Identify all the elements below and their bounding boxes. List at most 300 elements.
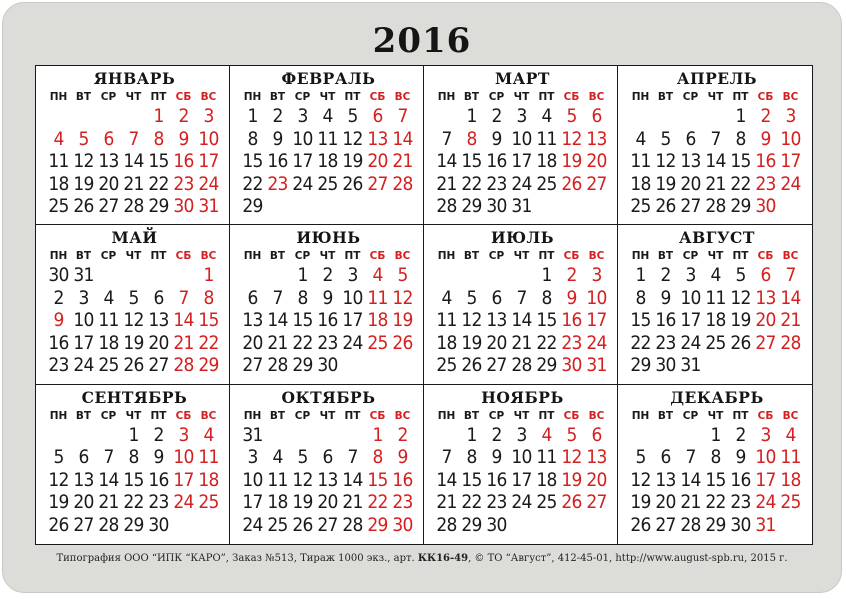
day-number: 19 [461, 331, 482, 354]
week-row [434, 354, 611, 377]
day-number: 4 [322, 105, 333, 127]
weekday-label: СР [100, 91, 117, 103]
weekday-label: ПН [631, 250, 650, 263]
day-number [653, 105, 678, 128]
day-number: 20 [148, 331, 169, 354]
weekday-label: ЧТ [319, 250, 336, 263]
week-row [434, 150, 611, 173]
day-number: 12 [655, 150, 676, 172]
weekday-label: ПТ [344, 409, 361, 422]
day-number: 20 [486, 331, 507, 354]
weekday-label: ПН [437, 250, 456, 263]
weekday-label: ЧТ [707, 250, 724, 263]
day-number [778, 195, 803, 218]
weekday-label: ЧТ [125, 409, 142, 422]
day-number: 17 [198, 150, 219, 172]
day-number: 21 [123, 172, 144, 195]
day-number: 24 [292, 172, 313, 195]
day-number: 29 [730, 195, 751, 217]
day-number: 17 [173, 468, 194, 491]
day-number: 22 [461, 172, 482, 195]
day-number: 7 [516, 286, 527, 309]
day-number: 28 [436, 513, 457, 536]
day-number: 17 [755, 468, 776, 491]
day-number [778, 514, 803, 537]
day-number [290, 195, 315, 218]
day-number: 16 [486, 150, 507, 172]
week-row [46, 287, 223, 310]
week-row [46, 128, 223, 151]
day-number: 12 [292, 468, 313, 491]
day-number: 8 [541, 286, 552, 309]
day-number: 5 [566, 423, 577, 446]
day-number: 27 [73, 513, 94, 536]
day-number [315, 195, 340, 218]
imprint-text-end: , © ТО “Август”, 412-45-01, http://www.august-spb.ru, 2015 г. [468, 553, 788, 564]
day-number: 22 [123, 491, 144, 514]
day-number: 5 [78, 127, 89, 150]
day-number: 29 [461, 513, 482, 536]
day-number: 24 [511, 491, 532, 514]
weekday-label: ВС [200, 250, 217, 263]
day-number: 29 [198, 354, 219, 377]
week-row [434, 173, 611, 196]
day-number [171, 514, 196, 537]
week-row [240, 354, 417, 377]
day-number: 2 [322, 264, 333, 287]
weekday-label: ПН [49, 250, 68, 263]
day-number [340, 195, 365, 218]
day-number: 14 [98, 468, 119, 491]
day-number: 21 [705, 172, 726, 195]
day-number: 3 [203, 105, 214, 127]
day-number: 19 [392, 309, 413, 332]
day-number: 28 [511, 354, 532, 377]
day-number: 18 [267, 491, 288, 514]
day-number: 10 [755, 446, 776, 469]
day-number: 25 [536, 172, 557, 195]
day-number: 26 [392, 331, 413, 354]
week-row [46, 150, 223, 173]
day-number: 22 [367, 491, 388, 514]
day-number: 8 [153, 127, 164, 150]
day-number: 30 [486, 195, 507, 217]
day-number: 8 [372, 446, 383, 469]
day-number [340, 424, 365, 447]
day-number: 24 [198, 172, 219, 195]
day-number [509, 514, 534, 537]
week-row [628, 469, 806, 492]
week-row [628, 309, 806, 332]
weekday-label: ВС [588, 409, 605, 422]
day-number: 5 [735, 264, 746, 287]
day-number: 13 [486, 309, 507, 332]
day-number: 28 [267, 354, 288, 377]
day-number: 2 [491, 423, 502, 446]
weekday-label: ПТ [538, 250, 555, 263]
day-number: 6 [591, 423, 602, 446]
day-number: 7 [128, 127, 139, 150]
day-number: 29 [536, 354, 557, 377]
day-number: 25 [780, 491, 801, 514]
day-number [96, 424, 121, 447]
month-block [230, 225, 424, 384]
weekday-label: ПТ [538, 409, 555, 422]
day-number: 13 [367, 127, 388, 150]
day-number: 20 [367, 150, 388, 172]
day-number: 30 [561, 354, 582, 377]
day-number: 10 [242, 468, 263, 491]
day-number: 15 [198, 309, 219, 332]
day-number: 1 [203, 264, 214, 287]
day-number: 2 [272, 105, 283, 127]
weekday-header [240, 89, 417, 105]
day-number: 15 [148, 150, 169, 172]
day-number: 1 [372, 423, 383, 446]
day-number: 27 [98, 195, 119, 217]
day-number: 19 [48, 491, 69, 514]
day-number: 3 [785, 105, 796, 127]
day-number: 13 [655, 468, 676, 491]
day-number: 1 [635, 264, 646, 287]
week-row [434, 195, 611, 218]
day-number: 3 [760, 423, 771, 446]
day-number: 28 [123, 195, 144, 217]
day-number: 14 [680, 468, 701, 491]
day-number: 17 [680, 309, 701, 332]
day-number: 24 [680, 331, 701, 354]
day-number [340, 354, 365, 377]
day-number: 19 [123, 331, 144, 354]
week-row [434, 446, 611, 469]
day-number: 21 [173, 331, 194, 354]
day-number: 5 [566, 105, 577, 127]
day-number: 20 [98, 172, 119, 195]
day-number: 12 [73, 150, 94, 172]
week-row [240, 173, 417, 196]
weekday-label: СБ [369, 409, 386, 422]
day-number: 7 [103, 446, 114, 469]
day-number: 14 [267, 309, 288, 332]
day-number: 4 [635, 127, 646, 150]
day-number [240, 264, 265, 287]
day-number: 13 [586, 127, 607, 150]
day-number: 16 [173, 150, 194, 172]
day-number: 21 [436, 172, 457, 195]
day-number: 12 [461, 309, 482, 332]
month-name: МАЙ [111, 228, 158, 248]
day-number: 16 [317, 309, 338, 332]
week-row [46, 173, 223, 196]
weekday-label: ВТ [269, 409, 286, 422]
day-number: 3 [516, 423, 527, 446]
day-number: 9 [153, 446, 164, 469]
day-number: 27 [755, 331, 776, 354]
week-row [240, 491, 417, 514]
day-number: 14 [436, 468, 457, 491]
weekday-label: ВС [394, 250, 411, 263]
day-number: 29 [148, 195, 169, 217]
day-number: 21 [342, 491, 363, 514]
day-number: 16 [561, 309, 582, 332]
day-number: 24 [780, 172, 801, 195]
weekday-label: ВС [200, 91, 217, 103]
day-number: 11 [198, 446, 219, 469]
day-number: 2 [491, 105, 502, 127]
weekday-label: СР [488, 250, 505, 263]
day-number: 14 [173, 309, 194, 332]
day-number [71, 105, 96, 128]
day-number: 31 [586, 354, 607, 377]
day-number: 8 [466, 446, 477, 469]
day-number [290, 424, 315, 447]
day-number: 20 [680, 172, 701, 195]
weekday-label: ПН [631, 91, 650, 103]
weekday-header [628, 408, 806, 424]
weekday-label: ВТ [75, 250, 92, 263]
weekday-label: ВТ [657, 250, 674, 263]
day-number: 12 [392, 286, 413, 309]
weekday-label: СР [294, 409, 311, 422]
day-number: 9 [272, 127, 283, 150]
day-number [434, 264, 459, 287]
day-number: 2 [53, 286, 64, 309]
day-number: 18 [436, 331, 457, 354]
month-block [618, 385, 812, 544]
weekday-label: ВТ [75, 409, 92, 422]
month-block [230, 66, 424, 225]
weekday-label: ВТ [463, 91, 480, 103]
weekday-label: СР [682, 409, 699, 422]
week-row [46, 514, 223, 537]
day-number: 20 [73, 491, 94, 514]
weekday-label: ВТ [75, 91, 92, 103]
month-block [618, 225, 812, 384]
weekday-label: ЧТ [319, 409, 336, 422]
weekday-label: ПН [243, 91, 262, 103]
day-number [265, 195, 290, 218]
week-row [240, 150, 417, 173]
day-number: 22 [461, 491, 482, 514]
day-number: 28 [98, 513, 119, 536]
day-number: 13 [242, 309, 263, 332]
week-row [46, 424, 223, 447]
day-number: 28 [780, 331, 801, 354]
week-row [46, 491, 223, 514]
day-number [96, 105, 121, 128]
week-row [434, 105, 611, 128]
month-name: ФЕВРАЛЬ [281, 69, 376, 88]
day-number: 17 [242, 491, 263, 514]
day-number: 19 [73, 172, 94, 195]
weekday-label: СР [100, 409, 117, 422]
day-number: 22 [630, 331, 651, 354]
day-number: 27 [317, 513, 338, 536]
day-number [778, 354, 803, 377]
weekday-header [628, 248, 806, 264]
week-row [240, 446, 417, 469]
day-number: 3 [78, 286, 89, 309]
day-number: 27 [148, 354, 169, 377]
day-number: 11 [367, 286, 388, 309]
day-number: 6 [685, 127, 696, 150]
day-number [196, 514, 221, 537]
day-number [459, 264, 484, 287]
day-number: 26 [730, 331, 751, 354]
day-number: 26 [73, 195, 94, 217]
day-number [653, 424, 678, 447]
day-number: 24 [73, 354, 94, 377]
day-number: 2 [660, 264, 671, 287]
day-number: 23 [561, 331, 582, 354]
day-number: 29 [242, 195, 263, 217]
weekday-label: СБ [369, 91, 386, 103]
day-number: 21 [511, 331, 532, 354]
day-number: 28 [342, 513, 363, 536]
day-number: 14 [436, 150, 457, 172]
day-number: 23 [148, 491, 169, 514]
day-number: 10 [342, 286, 363, 309]
day-number: 31 [755, 513, 776, 536]
day-number: 24 [342, 331, 363, 354]
day-number: 7 [785, 264, 796, 287]
day-number: 5 [466, 286, 477, 309]
day-number: 18 [705, 309, 726, 332]
weekday-label: ПТ [150, 409, 167, 422]
day-number: 20 [317, 491, 338, 514]
day-number: 3 [591, 264, 602, 287]
day-number [171, 264, 196, 287]
day-number: 29 [123, 513, 144, 536]
day-number: 12 [342, 127, 363, 150]
week-row [434, 491, 611, 514]
day-number: 30 [486, 513, 507, 536]
week-row [240, 195, 417, 218]
weekday-label: СБ [563, 91, 580, 103]
day-number: 9 [735, 446, 746, 469]
day-number [46, 105, 71, 128]
day-number: 29 [461, 195, 482, 217]
day-number: 19 [292, 491, 313, 514]
day-number: 28 [705, 195, 726, 217]
day-number: 2 [566, 264, 577, 287]
day-number: 16 [655, 309, 676, 332]
day-number: 9 [660, 286, 671, 309]
week-row [434, 287, 611, 310]
day-number: 20 [586, 150, 607, 172]
day-number: 4 [710, 264, 721, 287]
day-number: 4 [53, 127, 64, 150]
day-number: 1 [466, 423, 477, 446]
weekday-label: ВТ [269, 91, 286, 103]
day-number: 28 [173, 354, 194, 377]
week-row [240, 469, 417, 492]
day-number: 7 [272, 286, 283, 309]
day-number: 25 [98, 354, 119, 377]
week-row [240, 287, 417, 310]
day-number: 11 [267, 468, 288, 491]
day-number [728, 354, 753, 377]
day-number: 22 [705, 491, 726, 514]
day-number: 28 [392, 172, 413, 195]
day-number: 30 [755, 195, 776, 217]
day-number: 18 [317, 150, 338, 172]
weekday-label: ВС [782, 409, 799, 422]
day-number: 6 [372, 105, 383, 127]
weekday-label: ЧТ [125, 250, 142, 263]
weekday-label: СБ [563, 409, 580, 422]
day-number: 30 [730, 513, 751, 536]
day-number: 15 [242, 150, 263, 172]
week-row [628, 491, 806, 514]
weekday-header [46, 89, 223, 105]
day-number: 25 [536, 491, 557, 514]
weekday-header [46, 248, 223, 264]
day-number: 24 [511, 172, 532, 195]
month-name: ИЮЛЬ [490, 228, 555, 248]
day-number [146, 264, 171, 287]
day-number: 21 [680, 491, 701, 514]
week-row [240, 309, 417, 332]
day-number [315, 424, 340, 447]
day-number: 3 [685, 264, 696, 287]
day-number [534, 514, 559, 537]
month-name: ИЮНЬ [296, 228, 361, 248]
day-number: 7 [441, 127, 452, 150]
day-number: 5 [660, 127, 671, 150]
day-number: 17 [586, 309, 607, 332]
day-number [559, 195, 584, 218]
day-number [753, 354, 778, 377]
week-row [46, 332, 223, 355]
day-number [484, 264, 509, 287]
day-number: 17 [292, 150, 313, 172]
day-number [390, 195, 415, 218]
day-number: 10 [680, 286, 701, 309]
day-number: 28 [680, 513, 701, 536]
day-number: 18 [536, 150, 557, 172]
day-number: 8 [635, 286, 646, 309]
weekday-label: СБ [175, 250, 192, 263]
day-number: 27 [586, 172, 607, 195]
day-number: 29 [630, 354, 651, 377]
day-number: 11 [536, 446, 557, 469]
day-number: 21 [98, 491, 119, 514]
day-number: 29 [705, 513, 726, 536]
day-number: 24 [242, 513, 263, 536]
day-number: 14 [705, 150, 726, 172]
day-number: 1 [297, 264, 308, 287]
day-number: 11 [48, 150, 69, 172]
weekday-header [434, 89, 611, 105]
week-row [240, 128, 417, 151]
day-number [678, 105, 703, 128]
day-number: 21 [267, 331, 288, 354]
day-number: 12 [48, 468, 69, 491]
day-number: 2 [735, 423, 746, 446]
week-row [434, 309, 611, 332]
calendar-year: 2016 [372, 21, 472, 61]
day-number: 25 [48, 195, 69, 217]
day-number: 25 [198, 491, 219, 514]
day-number: 31 [680, 354, 701, 377]
day-number [584, 195, 609, 218]
weekday-label: ПН [631, 409, 650, 422]
day-number: 26 [292, 513, 313, 536]
week-row [434, 332, 611, 355]
weekday-label: ЧТ [513, 409, 530, 422]
weekday-label: ВС [394, 409, 411, 422]
